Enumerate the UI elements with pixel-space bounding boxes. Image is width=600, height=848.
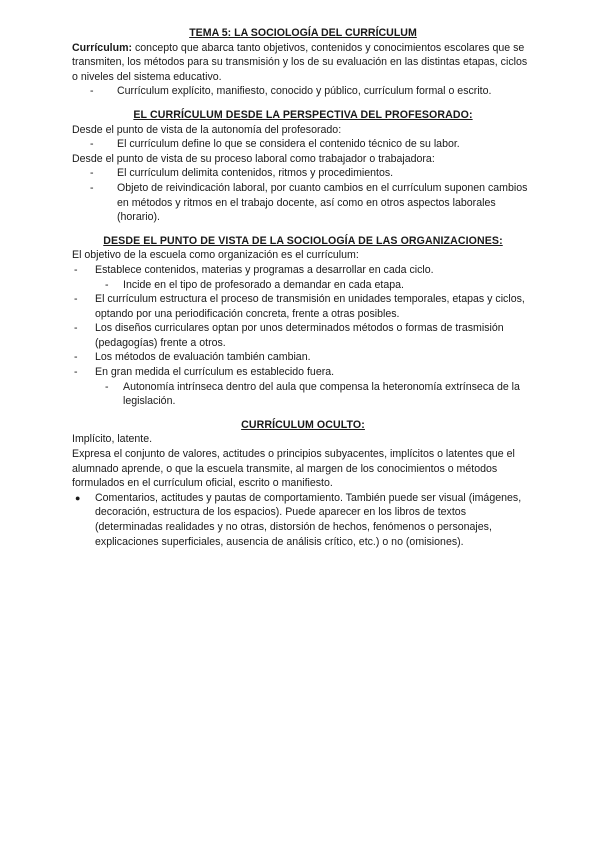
list-item (72, 292, 534, 321)
dash-marker: - (74, 351, 78, 364)
list-item-text: El currículum define lo que se considera el contenido técnico de su labor. (117, 138, 460, 151)
dash-marker: - (105, 278, 109, 291)
list-item-text: Autonomía intrínseca dentro del aula que compensa la heteronomía extrínseca de la legislación. (123, 380, 520, 408)
dash-marker: - (74, 293, 78, 306)
list-item-text: Incide en el tipo de profesorado a demandar en cada etapa. (123, 278, 404, 291)
section-heading-curriculum-oculto: CURRÍCULUM OCULTO: (241, 418, 365, 431)
bullet-marker: ● (75, 492, 81, 503)
paragraph: Desde el punto de vista de su proceso laboral como trabajador o trabajadora: (72, 152, 435, 165)
dash-marker: - (90, 167, 94, 180)
intro-term: Currículum: (72, 41, 133, 54)
list-item (72, 350, 534, 365)
intro-definition: concepto que abarca tanto objetivos, contenidos y conocimientos escolares que se transmiten, los métodos para su transmisión y los de su evaluación en las distintas etapas, ciclos o niveles del sistema educativo. (72, 41, 528, 83)
dash-marker: - (90, 181, 94, 194)
section-heading-profesorado: EL CURRÍCULUM DESDE LA PERSPECTIVA DEL PROFESORADO: (133, 108, 473, 121)
dash-marker: - (105, 380, 109, 393)
list-item-text: Establece contenidos, materias y programas a desarrollar en cada ciclo. (95, 263, 434, 276)
paragraph: El objetivo de la escuela como organización es el currículum: (72, 249, 359, 262)
list-item (72, 365, 534, 380)
list-subitem (72, 278, 534, 293)
list-item (72, 137, 534, 152)
paragraph: Desde el punto de vista de la autonomía del profesorado: (72, 123, 342, 136)
paragraph: Expresa el conjunto de valores, actitudes o principios subyacentes, implícitos o latentes que el alumnado aprende, o que la escuela transmite, al margen de los conocimientos o métodos formulados en el currículum oficial, escrito o manifiesto. (72, 448, 515, 490)
paragraph: Implícito, latente. (72, 433, 153, 446)
document-body (72, 26, 534, 549)
list-item-text: Currículum explícito, manifiesto, conocido y público, currículum formal o escrito. (117, 85, 492, 98)
list-item (72, 166, 534, 181)
list-item-text: Los diseños curriculares optan por unos determinados métodos o formas de trasmisión (pedagogías) frente a otros. (95, 322, 504, 349)
dash-marker: - (74, 322, 78, 335)
list-item (72, 181, 534, 225)
dash-marker: - (74, 366, 78, 379)
list-item-text: El currículum estructura el proceso de transmisión en unidades temporales, etapas y ciclos, optando por una periodificación concreta, frente a otras posibles. (95, 293, 525, 320)
page-title: TEMA 5: LA SOCIOLOGÍA DEL CURRÍCULUM (189, 27, 417, 39)
intro-paragraph (72, 41, 534, 85)
dash-marker: - (90, 138, 94, 151)
list-item (72, 491, 534, 549)
dash-marker: - (74, 263, 78, 276)
list-subitem (72, 380, 534, 409)
list-item (72, 321, 534, 350)
list-item-text: Comentarios, actitudes y pautas de comportamiento. También puede ser visual (imágenes, decoración, estructura de los espacios). Puede aparecer en los libros de textos (determinadas realidades y no otras, distorsión de hechos, fenómenos o personajes, explicaciones superficiales, ausencia de análisis crítico, etc.) o no (omisiones). (95, 491, 522, 548)
list-item (72, 84, 534, 99)
list-item-text: Objeto de reivindicación laboral, por cuanto cambios en el currículum suponen cambios en métodos y ritmos en el trabajo docente, así como en otros aspectos laborales (horario). (117, 181, 528, 224)
section-heading-organizaciones: DESDE EL PUNTO DE VISTA DE LA SOCIOLOGÍA DE LAS ORGANIZACIONES: (103, 234, 503, 247)
list-item (72, 263, 534, 278)
list-item-text: Los métodos de evaluación también cambian. (95, 351, 311, 364)
dash-marker: - (90, 85, 94, 98)
list-item-text: En gran medida el currículum es establecido fuera. (95, 366, 335, 379)
list-item-text: El currículum delimita contenidos, ritmos y procedimientos. (117, 167, 394, 180)
